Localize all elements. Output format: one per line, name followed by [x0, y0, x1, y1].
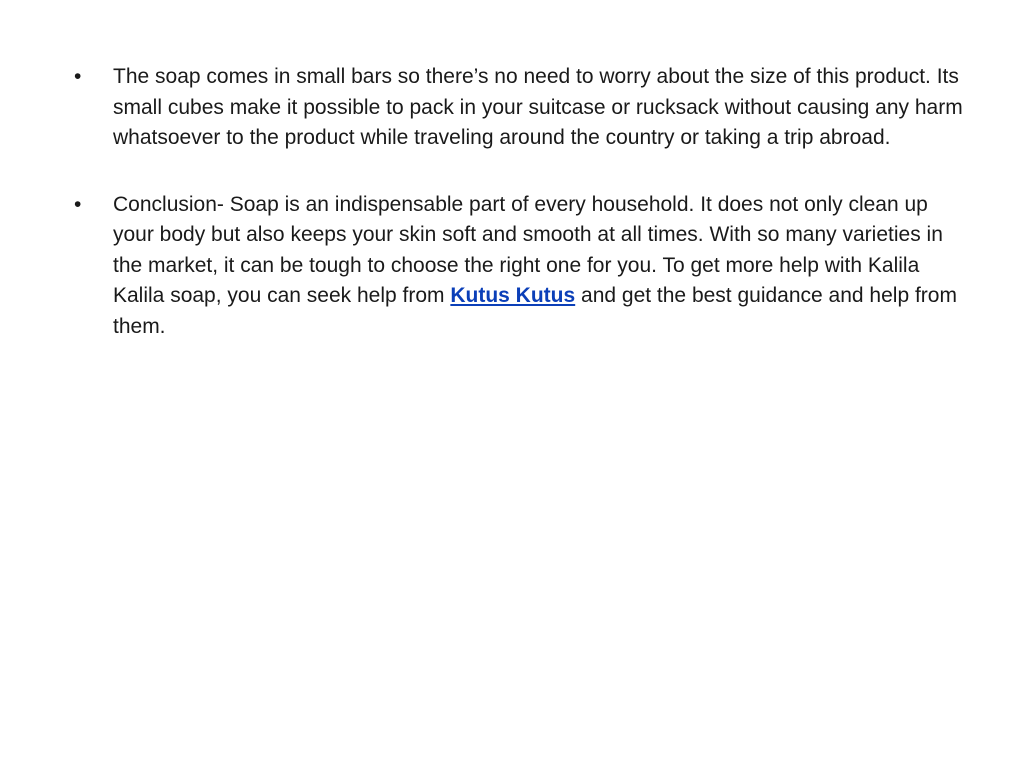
kutus-kutus-link[interactable]: Kutus Kutus: [450, 284, 576, 307]
bullet-text-after-link: and get the best guidance and help from them.: [113, 284, 957, 338]
bullet-text-before-link: Conclusion- Soap is an indispensable part of every household. It does not only clean up your body but also keeps your skin soft and smooth at all times. With so many varieties in the market, it can be tough to choose the right one for you. To get more help with Kalila Kalila soap, you can seek help from: [113, 192, 943, 307]
bullet-dot-icon: •: [74, 192, 82, 216]
bullet-dot-icon: •: [74, 65, 82, 88]
bullet-list: [72, 62, 972, 378]
bullet-item-conclusion: [72, 190, 972, 343]
bullet-item-soap-bars: [72, 62, 972, 154]
bullet-text: The soap comes in small bars so there’s no need to worry about the size of this product. Its small cubes make it possible to pack in your suitcase or rucksack without causing any harm whatsoever to the product while traveling around the country or taking a trip abroad.: [113, 65, 963, 149]
